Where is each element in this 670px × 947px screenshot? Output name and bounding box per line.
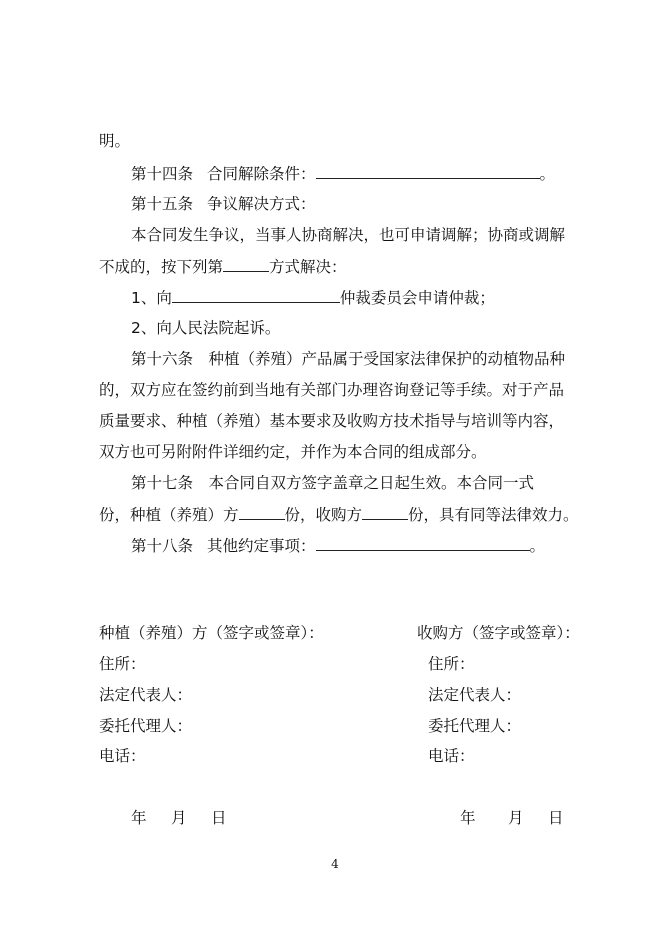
buyer-date-day: 日 xyxy=(548,809,564,827)
buyer-agent-label: 委托代理人： xyxy=(428,717,522,735)
grower-copies-blank[interactable] xyxy=(239,503,285,520)
article-15: 第十五条 争议解决方式： xyxy=(131,195,316,213)
article-15-paragraph-cont: 不成的，按下列第 方式解决： xyxy=(99,255,347,278)
grower-date-year: 年 xyxy=(131,809,147,827)
article-16-line-4: 双方也可另附附件详细约定，并作为本合同的组成部分。 xyxy=(99,443,487,461)
article-17-line-2: 份，种植（养殖）方 份，收购方 份，具有同等法律效力。 xyxy=(99,503,579,526)
grower-legal-rep-label: 法定代表人： xyxy=(99,686,193,704)
grower-agent-label: 委托代理人： xyxy=(99,717,193,735)
page-number: 4 xyxy=(331,857,339,871)
grower-date-day: 日 xyxy=(211,809,227,827)
dispute-option-blank[interactable] xyxy=(223,255,269,272)
article-16-line-1: 第十六条 种植（养殖）产品属于受国家法律保护的动植物品种 xyxy=(131,350,566,368)
grower-signature-title: 种植（养殖）方（签字或签章）： xyxy=(99,624,324,642)
buyer-date-month: 月 xyxy=(508,809,524,827)
buyer-address-label: 住所： xyxy=(428,655,475,673)
buyer-phone-label: 电话： xyxy=(428,747,475,765)
dispute-option-2: 2、向人民法院起诉。 xyxy=(131,319,281,337)
article-15-paragraph: 本合同发生争议，当事人协商解决，也可申请调解；协商或调解 xyxy=(131,226,566,244)
continued-text: 明。 xyxy=(99,132,131,150)
grower-address-label: 住所： xyxy=(99,655,146,673)
buyer-legal-rep-label: 法定代表人： xyxy=(428,686,522,704)
article-16-line-2: 的，双方应在签约前到当地有关部门办理咨询登记等手续。对于产品 xyxy=(99,381,565,399)
other-terms-blank[interactable] xyxy=(316,534,530,551)
buyer-date-year: 年 xyxy=(460,809,476,827)
arbitration-commission-blank[interactable] xyxy=(172,286,340,303)
article-16-line-3: 质量要求、种植（养殖）基本要求及收购方技术指导与培训等内容， xyxy=(99,412,565,430)
article-14: 第十四条 合同解除条件： 。 xyxy=(131,162,555,185)
buyer-copies-blank[interactable] xyxy=(362,503,408,520)
dispute-option-1: 1、向 仲裁委员会申请仲裁； xyxy=(131,286,495,309)
article-17-line-1: 第十七条 本合同自双方签字盖章之日起生效。本合同一式 xyxy=(131,474,535,492)
termination-conditions-blank[interactable] xyxy=(316,162,540,179)
grower-phone-label: 电话： xyxy=(99,747,146,765)
grower-date-month: 月 xyxy=(171,809,187,827)
article-18: 第十八条 其他约定事项： 。 xyxy=(131,534,545,557)
buyer-signature-title: 收购方（签字或签章）： xyxy=(417,624,580,642)
